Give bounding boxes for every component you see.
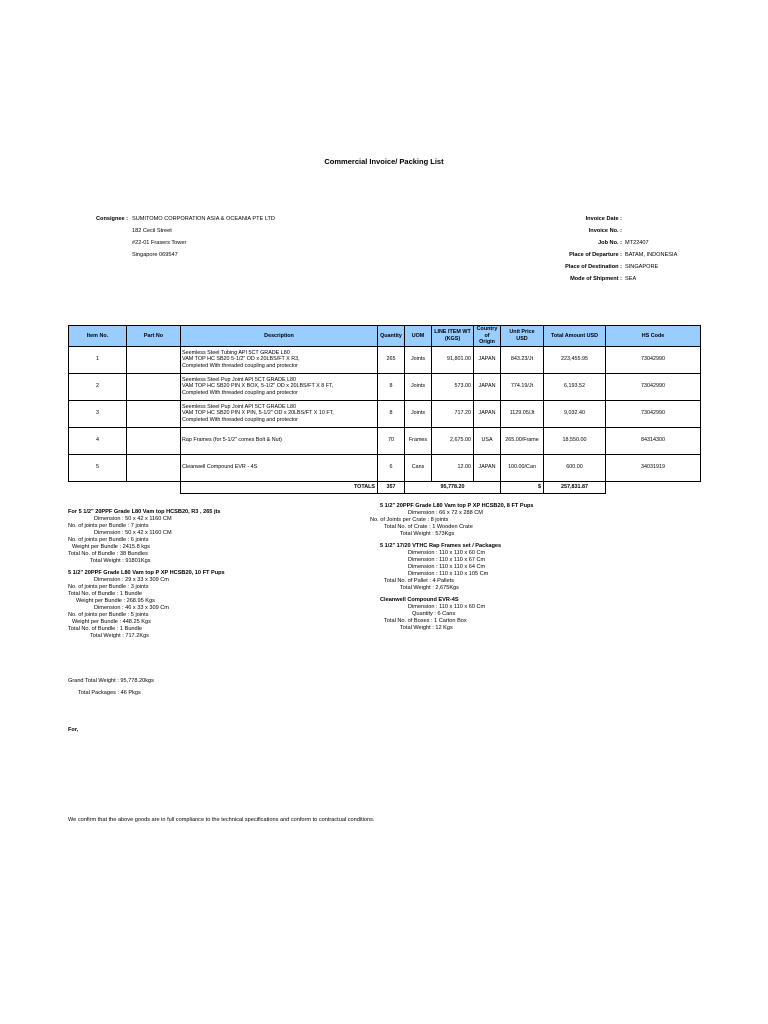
- country-cell: JAPAN: [474, 400, 501, 427]
- uom-cell: Joints: [405, 346, 432, 373]
- packing-line: Quantity : 6 Cans: [412, 611, 456, 617]
- col-header-item-no: Item No.: [69, 326, 127, 347]
- col-header-line-item-wt: LINE ITEM WT (KGS): [432, 326, 474, 347]
- packing-line: Dimension : 66 x 72 x 288 CM: [408, 510, 483, 516]
- packing-line: Total Weight : 2,675Kgs: [400, 585, 459, 591]
- packing-line: For 5 1/2" 20PPF Grade L80 Vam top HCSB20, R3 , 265 jts: [68, 509, 221, 515]
- blank-cell: [69, 481, 127, 493]
- packing-line: 5 1/2" 17/20 VTHC Rap Frames set / Packages: [380, 543, 502, 549]
- item-no-cell: 1: [69, 346, 127, 373]
- line-item-wt-cell: 717.20: [432, 400, 474, 427]
- uom-cell: Joints: [405, 400, 432, 427]
- items-table: [68, 325, 701, 494]
- totals-currency: $: [501, 481, 544, 493]
- packing-line: No. of joints per Bundle : 3 joints: [68, 584, 149, 590]
- packing-line: No. of joints per Bundle : 5 joints: [68, 612, 149, 618]
- document-title: Commercial Invoice/ Packing List: [324, 157, 444, 166]
- totals-row: [69, 481, 701, 493]
- table-row: [69, 346, 701, 373]
- quantity-cell: 70: [378, 427, 405, 454]
- packing-line: Total Weight : 12 Kgs: [400, 625, 453, 631]
- invoice-info-value: BATAM, INDONESIA: [625, 252, 678, 258]
- unit-price-cell: 1129.05/Jt: [501, 400, 544, 427]
- col-header-unit-price: Unit Price USD: [501, 326, 544, 347]
- packing-line: Dimension : 50 x 42 x 1160 CM: [94, 516, 172, 522]
- unit-price-cell: 774.19/Jt: [501, 373, 544, 400]
- packing-line: Dimension : 110 x 110 x 105 Cm: [408, 571, 489, 577]
- packing-line: Total No. of Bundle : 1 Bundle: [68, 626, 143, 632]
- packing-line: Dimension : 50 x 42 x 1160 CM: [94, 530, 172, 536]
- packing-line: 5 1/2" 20PPF Grade L80 Vam top P XP HCSB20, 10 FT Pups: [68, 570, 225, 576]
- hs-code-cell: 84314300: [606, 427, 701, 454]
- invoice-info-value: MT22407: [625, 240, 649, 246]
- country-cell: JAPAN: [474, 373, 501, 400]
- packing-line: Dimension : 46 x 33 x 309 Cm: [94, 605, 169, 611]
- for-label: For,: [68, 727, 79, 733]
- total-amount-cell: 6,193.52: [544, 373, 606, 400]
- invoice-info-label: Mode of Shipment :: [570, 276, 622, 282]
- part-no-cell: [127, 346, 181, 373]
- uom-cell: Joints: [405, 373, 432, 400]
- col-header-total-amount: Total Amount USD: [544, 326, 606, 347]
- item-no-cell: 4: [69, 427, 127, 454]
- uom-cell: Frames: [405, 427, 432, 454]
- packing-line: Total No. of Bundle : 38 Bundles: [68, 551, 148, 557]
- line-item-wt-cell: 91,801.00: [432, 346, 474, 373]
- invoice-info-value: SEA: [625, 276, 637, 282]
- packing-line: Total Weight : 91801Kgs: [90, 558, 151, 564]
- consignee-label: Consignee :: [95, 216, 128, 222]
- packing-line: Total No. of Crate : 1 Wooden Crate: [384, 524, 473, 530]
- packing-line: Total Weight : 573Kgs: [400, 531, 455, 537]
- quantity-cell: 265: [378, 346, 405, 373]
- blank-cell: [606, 481, 701, 493]
- invoice-info-label: Place of Destination :: [565, 264, 622, 270]
- description-cell: Cleanwell Compound EVR - 4S: [181, 454, 378, 481]
- right-packing-details: [370, 503, 534, 632]
- col-header-part-no: Part No: [127, 326, 181, 347]
- packing-line: Dimension : 29 x 33 x 309 Cm: [94, 577, 169, 583]
- packing-line: Weight per Bundle : 448.25 Kgs: [72, 619, 151, 625]
- table-row: [69, 373, 701, 400]
- packing-line: Dimension : 110 x 110 x 60 Cm: [408, 550, 486, 556]
- table-row: [69, 454, 701, 481]
- totals-amount: 257,831.87: [544, 481, 606, 493]
- country-cell: JAPAN: [474, 454, 501, 481]
- col-header-quantity: Quantity: [378, 326, 405, 347]
- left-packing-details: [68, 509, 225, 640]
- total-amount-cell: 9,032.40: [544, 400, 606, 427]
- packing-line: No. of Joints per Crate : 8 joints: [370, 517, 449, 523]
- packing-line: No. of joints per Bundle : 7 joints: [68, 523, 149, 529]
- compliance-statement: We confirm that the above goods are in full compliance to the technical specifications and conform to contractual conditions.: [68, 817, 375, 823]
- blank-cell: [127, 481, 181, 493]
- unit-price-cell: 843.23/Jt: [501, 346, 544, 373]
- col-header-hs-code: HS Code: [606, 326, 701, 347]
- consignee-line: #22-01 Frasers Tower: [132, 240, 187, 246]
- hs-code-cell: 73042990: [606, 346, 701, 373]
- part-no-cell: [127, 373, 181, 400]
- description-cell: Seemless Steel Tubing API 5CT GRADE L80 VAM TOP HC SB20 5-1/2" OD x 20LBS/FT X R3, Completed With threaded coupling and protector: [181, 346, 378, 373]
- hs-code-cell: 73042990: [606, 373, 701, 400]
- consignee-line: 182 Cecil Street: [132, 228, 172, 234]
- description-cell: Rap Frames (for 5-1/2" comes Bolt & Nut): [181, 427, 378, 454]
- packing-line: Total No. of Boxes : 1 Carton Box: [384, 618, 467, 624]
- country-cell: JAPAN: [474, 346, 501, 373]
- invoice-info-label: Job No. :: [598, 240, 622, 246]
- invoice-info-value: SINGAPORE: [625, 264, 659, 270]
- line-item-wt-cell: 573.00: [432, 373, 474, 400]
- packing-line: Weight per Bundle : 268.95 Kgs: [76, 598, 155, 604]
- packing-line: No. of joints per Bundle : 6 joints: [68, 537, 149, 543]
- packing-line: Total No. of Pallet : 4 Pallets: [384, 578, 454, 584]
- invoice-info-label: Invoice Date :: [585, 216, 622, 222]
- invoice-info-label: Place of Departure :: [569, 252, 622, 258]
- country-cell: USA: [474, 427, 501, 454]
- line-item-wt-cell: 12.00: [432, 454, 474, 481]
- packing-line: Cleanwell Compound EVR-4S: [380, 597, 459, 603]
- part-no-cell: [127, 427, 181, 454]
- packing-line: 5 1/2" 20PPF Grade L80 Vam top P XP HCSB20, 8 FT Pups: [380, 503, 534, 509]
- grand-total-weight: Grand Total Weight : 95,778.20kgs: [68, 678, 154, 684]
- item-no-cell: 5: [69, 454, 127, 481]
- col-header-description: Description: [181, 326, 378, 347]
- total-packages: Total Packages : 46 Pkgs: [78, 690, 141, 696]
- packing-line: Total No. of Bundle : 1 Bundle: [68, 591, 143, 597]
- unit-price-cell: 100.00/Can: [501, 454, 544, 481]
- totals-quantity: 357: [378, 481, 405, 493]
- quantity-cell: 8: [378, 373, 405, 400]
- col-header-uom: UOM: [405, 326, 432, 347]
- col-header-country-of-origin: Country of Origin: [474, 326, 501, 347]
- total-amount-cell: 223,455.95: [544, 346, 606, 373]
- hs-code-cell: 34031919: [606, 454, 701, 481]
- description-cell: Seemless Steel Pup Joint API 5CT GRADE L80 VAM TOP HC SB20 PIN X BOX, 5-1/2" OD x 20LBS/FT X 8 FT, Completed With threaded coupling and protector: [181, 373, 378, 400]
- quantity-cell: 8: [378, 400, 405, 427]
- packing-line: Weight per Bundle : 2415.8 kgs: [72, 544, 150, 550]
- part-no-cell: [127, 400, 181, 427]
- invoice-info-label: Invoice No. :: [588, 228, 622, 234]
- table-row: [69, 427, 701, 454]
- consignee-line: Singapore 069547: [132, 252, 178, 258]
- uom-cell: Cans: [405, 454, 432, 481]
- item-no-cell: 3: [69, 400, 127, 427]
- packing-line: Total Weight : 717.2Kgs: [90, 633, 149, 639]
- totals-label: TOTALS: [181, 481, 378, 493]
- totals-weight: 95,778.20: [405, 481, 501, 493]
- table-row: [69, 400, 701, 427]
- description-cell: Seemless Steel Pup Joint API 5CT GRADE L80 VAM TOP HC SB20 PIN X PIN, 5-1/2" OD x 20LBS/FT X 10 FT, Completed With threaded coupling and protector: [181, 400, 378, 427]
- part-no-cell: [127, 454, 181, 481]
- unit-price-cell: 265.00/Frame: [501, 427, 544, 454]
- packing-line: Dimension : 110 x 110 x 60 Cm: [408, 604, 486, 610]
- packing-line: Dimension : 110 x 110 x 67 Cm: [408, 557, 486, 563]
- item-no-cell: 2: [69, 373, 127, 400]
- packing-line: Dimension : 110 x 110 x 64 Cm: [408, 564, 486, 570]
- quantity-cell: 6: [378, 454, 405, 481]
- total-amount-cell: 600.00: [544, 454, 606, 481]
- line-item-wt-cell: 2,675.00: [432, 427, 474, 454]
- total-amount-cell: 18,550.00: [544, 427, 606, 454]
- consignee-line: SUMITOMO CORPORATION ASIA & OCEANIA PTE LTD: [132, 216, 275, 222]
- hs-code-cell: 73042990: [606, 400, 701, 427]
